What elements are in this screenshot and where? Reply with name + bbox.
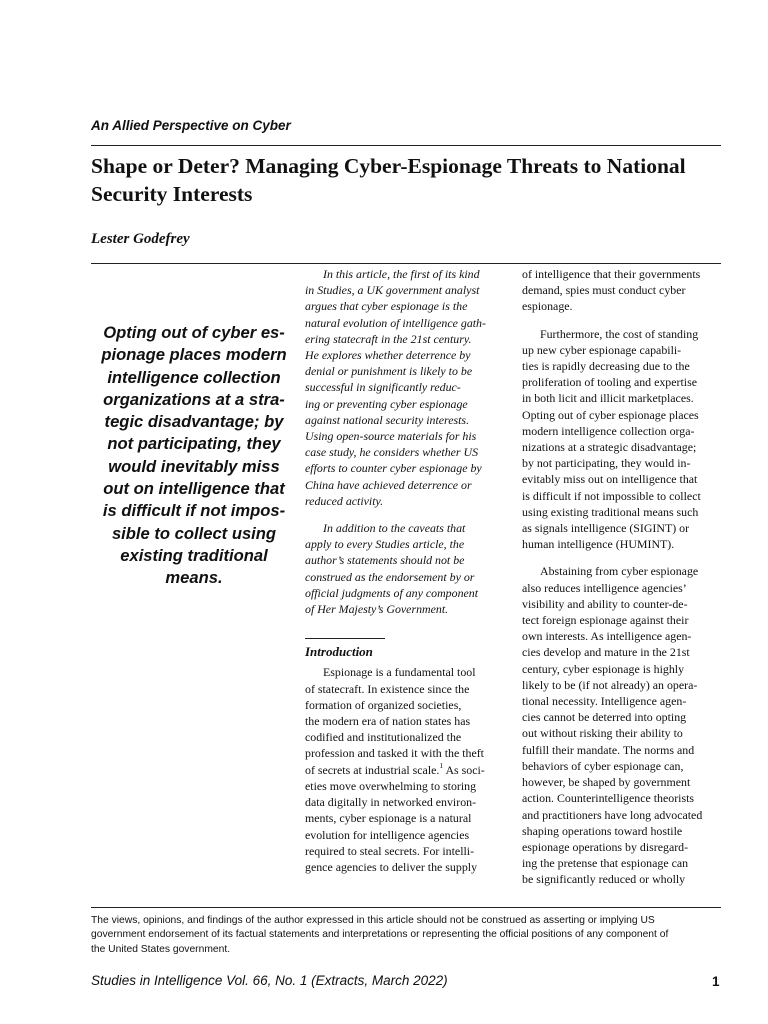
body-line: data digitally in networked environ- — [305, 795, 477, 810]
body-line: is difficult if not impossible to collect — [522, 488, 701, 503]
abstract-line: efforts to counter cyber espionage by — [305, 461, 482, 476]
body-line: evitably miss out on intelligence that — [522, 472, 698, 487]
body-line: and practitioners have long advocated — [522, 807, 703, 822]
body-line: cies develop and mature in the 21st — [522, 645, 690, 660]
abstract-line: natural evolution of intelligence gath- — [305, 315, 486, 330]
body-line: behaviors of cyber espionage can, — [522, 758, 684, 773]
pull-quote-line: existing traditional — [120, 545, 268, 565]
right-column — [522, 266, 722, 888]
pull-quote — [91, 322, 297, 590]
section-heading-introduction: Introduction — [305, 644, 373, 660]
pull-quote-line: out on intelligence that — [103, 479, 285, 499]
pull-quote-line: tegic disadvantage; by — [104, 412, 284, 432]
body-line: century, cyber espionage is highly — [522, 661, 685, 676]
disclaimer-line: The views, opinions, and findings of the author expressed in this article should not be construed as asserting or implying US — [91, 915, 655, 926]
body-line: cies cannot be deterred into opting — [522, 710, 687, 725]
abstract-line: ering statecraft in the 21st century. — [305, 331, 472, 346]
header-rule — [91, 145, 721, 146]
body-line: tional necessity. Intelligence agen- — [522, 694, 687, 709]
abstract-line: reduced activity. — [305, 493, 384, 508]
caveat-paragraph — [305, 520, 510, 617]
body-line: out without risking their ability to — [522, 726, 683, 741]
caveat-line: official judgments of any component — [305, 585, 479, 600]
page-number: 1 — [712, 974, 720, 989]
body-line: in both licit and illicit marketplaces. — [522, 391, 694, 406]
caveat-line: In addition to the caveats that — [323, 521, 466, 536]
abstract-line: case study, he considers whether US — [305, 445, 479, 460]
disclaimer — [91, 914, 731, 957]
abstract-line: ing or preventing cyber espionage — [305, 396, 468, 411]
abstract-line: In this article, the first of its kind — [323, 267, 480, 281]
caveat-line: author’s statements should not be — [305, 553, 465, 568]
abstract-line: denial or punishment is likely to be — [305, 364, 473, 379]
body-line: Espionage is a fundamental tool — [323, 665, 476, 680]
body-line: human intelligence (HUMINT). — [522, 537, 675, 552]
body-line: espionage. — [522, 299, 573, 314]
body-line: using existing traditional means such — [522, 504, 699, 519]
disclaimer-line: government endorsement of its factual statements and interpretations or representing the official positions of any component of — [91, 929, 669, 941]
body-line: gence agencies to deliver the supply — [305, 859, 478, 874]
middle-column — [305, 266, 510, 875]
abstract-line: in Studies, a UK government analyst — [305, 283, 480, 298]
article-title — [91, 152, 731, 208]
body-line: modern intelligence collection orga- — [522, 423, 695, 438]
caveat-line: construed as the endorsement by or — [305, 569, 475, 584]
caveat-line: of Her Majesty’s Government. — [305, 602, 449, 617]
journal-citation: Studies in Intelligence Vol. 66, No. 1 (Extracts, March 2022) — [91, 973, 448, 988]
byline-rule — [91, 263, 721, 264]
body-line: tect foreign espionage against their — [522, 613, 689, 628]
body-line: evolution for intelligence agencies — [305, 827, 470, 842]
title-line: Security Interests — [91, 182, 253, 206]
body-text: As soci- — [443, 762, 485, 777]
body-paragraph — [522, 266, 722, 315]
pull-quote-line: is difficult if not impos- — [102, 501, 286, 521]
body-line: Abstaining from cyber espionage — [540, 564, 699, 579]
body-line: also reduces intelligence agencies’ — [522, 580, 687, 595]
body-text: of secrets at industrial scale. — [305, 762, 440, 777]
body-line: own interests. As intelligence agen- — [522, 629, 692, 644]
pull-quote-line: sible to collect using — [111, 523, 277, 543]
body-line: Furthermore, the cost of standing — [540, 326, 699, 341]
body-line: by not participating, they would in- — [522, 456, 691, 471]
body-line: visibility and ability to counter-de- — [522, 596, 688, 611]
body-line: however, be shaped by government — [522, 775, 691, 790]
body-line: be significantly reduced or wholly — [522, 872, 686, 887]
abstract-line: China have achieved deterrence or — [305, 477, 472, 492]
abstract-line: He explores whether deterrence by — [305, 348, 471, 363]
body-line: demand, spies must conduct cyber — [522, 283, 686, 298]
body-line: ties is rapidly decreasing due to the — [522, 359, 690, 374]
section-kicker: An Allied Perspective on Cyber — [91, 118, 291, 133]
section-divider — [305, 638, 385, 639]
body-line: espionage operations by disregard- — [522, 839, 689, 854]
body-line: nizations at a strategic disadvantage; — [522, 440, 697, 455]
pull-quote-line: intelligence collection — [107, 367, 281, 387]
abstract-line: successful in significantly reduc- — [305, 380, 461, 395]
body-line — [305, 762, 510, 778]
pull-quote-line: would inevitably miss — [108, 456, 280, 476]
body-line: fulfill their mandate. The norms and — [522, 742, 695, 757]
abstract-paragraph — [305, 266, 510, 509]
body-line: formation of organized societies, — [305, 697, 462, 712]
body-line: ments, cyber espionage is a natural — [305, 811, 472, 826]
body-line: as signals intelligence (SIGINT) or — [522, 521, 690, 536]
pull-quote-line: means. — [165, 568, 223, 588]
body-line: required to steal secrets. For intelli- — [305, 843, 475, 858]
body-line: profession and tasked it with the theft — [305, 746, 484, 761]
body-line: of statecraft. In existence since the — [305, 681, 470, 696]
pull-quote-line: organizations at a stra- — [103, 389, 285, 409]
abstract-line: Using open-source materials for his — [305, 429, 477, 444]
footer-rule — [91, 907, 721, 908]
footnote-reference[interactable]: 1 — [439, 760, 444, 770]
body-line: shaping operations toward hostile — [522, 823, 683, 838]
pull-quote-line: Opting out of cyber es- — [103, 323, 285, 342]
disclaimer-line: the United States government. — [91, 943, 231, 955]
body-line: codified and institutionalized the — [305, 730, 462, 745]
body-line: likely to be (if not already) an opera- — [522, 677, 698, 692]
body-line: proliferation of tooling and expertise — [522, 375, 698, 390]
body-paragraph — [522, 326, 722, 553]
body-line: action. Counterintelligence theorists — [522, 791, 695, 806]
pull-quote-line: not participating, they — [107, 434, 281, 454]
body-line: of intelligence that their governments — [522, 267, 701, 281]
body-paragraph — [522, 563, 722, 887]
abstract-line: argues that cyber espionage is the — [305, 299, 468, 314]
caveat-line: apply to every Studies article, the — [305, 537, 465, 552]
body-line: eties move overwhelming to storing — [305, 778, 477, 793]
body-line: the modern era of nation states has — [305, 714, 471, 729]
body-line: Opting out of cyber espionage places — [522, 407, 699, 422]
introduction-paragraph — [305, 664, 510, 875]
pull-quote-line: pionage places modern — [101, 345, 287, 365]
author-byline: Lester Godefrey — [91, 231, 190, 247]
body-line: up new cyber espionage capabili- — [522, 342, 682, 357]
body-line: ing the pretense that espionage can — [522, 856, 689, 871]
abstract-line: against national security interests. — [305, 412, 470, 427]
title-line: Shape or Deter? Managing Cyber-Espionage Threats to National — [91, 154, 686, 178]
